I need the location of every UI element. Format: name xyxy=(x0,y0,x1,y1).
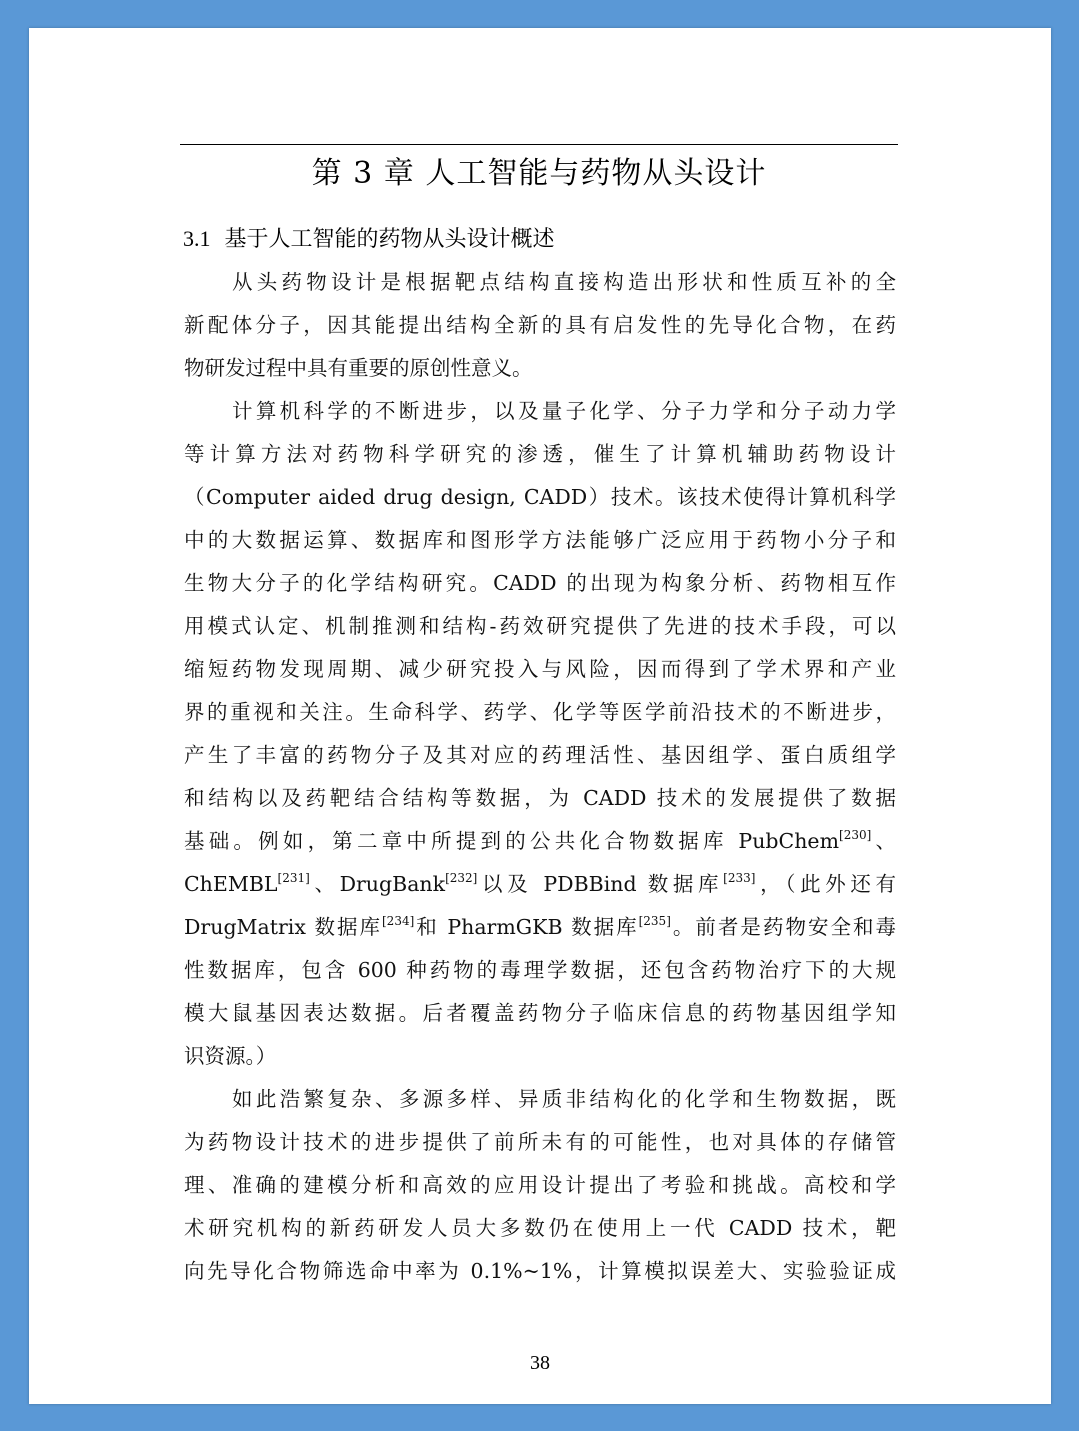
text-line xyxy=(184,906,896,949)
text-line: 如此浩繁复杂、多源多样、异质非结构化的化学和生物数据，既 xyxy=(232,1087,896,1111)
text-line xyxy=(184,863,896,906)
text-line: 用模式认定、机制推测和结构-药效研究提供了先进的技术手段，可以 xyxy=(184,614,896,638)
text-line: 界的重视和关注。生命科学、药学、化学等医学前沿技术的不断进步， xyxy=(184,700,896,724)
line-text: DrugMatrix 数据库 xyxy=(184,915,382,939)
citation-ref: [234] xyxy=(382,914,415,928)
text-line: 和结构以及药靶结合结构等数据，为 CADD 技术的发展提供了数据 xyxy=(184,786,896,810)
line-text: 以及 PDBBind 数据库 xyxy=(477,872,724,896)
citation-ref: [231] xyxy=(277,871,310,885)
text-line: 向先导化合物筛选命中率为 0.1%~1%，计算模拟误差大、实验验证成 xyxy=(184,1259,896,1283)
text-line: 术研究机构的新药研发人员大多数仍在使用上一代 CADD 技术，靶 xyxy=(184,1216,896,1240)
page-number: 38 xyxy=(530,1352,550,1374)
text-line: 模大鼠基因表达数据。后者覆盖药物分子临床信息的药物基因组学知 xyxy=(184,1001,896,1025)
text-line xyxy=(184,820,896,863)
citation-ref: [235] xyxy=(638,914,671,928)
line-text: 。前者是药物安全和毒 xyxy=(670,915,897,939)
text-line: 中的大数据运算、数据库和图形学方法能够广泛应用于药物小分子和 xyxy=(184,528,896,552)
line-text: 、 xyxy=(871,829,897,853)
text-line: 性数据库，包含 600 种药物的毒理学数据，还包含药物治疗下的大规 xyxy=(184,958,896,982)
text-line: 等计算方法对药物科学研究的渗透，催生了计算机辅助药物设计 xyxy=(184,442,896,466)
section-title: 基于人工智能的药物从头设计概述 xyxy=(224,227,555,252)
line-text: ，（此外还有 xyxy=(755,872,896,896)
text-line: 为药物设计技术的进步提供了前所未有的可能性，也对具体的存储管 xyxy=(184,1130,896,1154)
citation-ref: [232] xyxy=(445,871,478,885)
section-number: 3.1 xyxy=(183,226,211,251)
text-line: 新配体分子，因其能提出结构全新的具有启发性的先导化合物，在药 xyxy=(184,313,896,337)
text-line: 生物大分子的化学结构研究。CADD 的出现为构象分析、药物相互作 xyxy=(184,571,896,595)
watermark-badge xyxy=(1000,1382,1034,1399)
text-line: 理、准确的建模分析和高效的应用设计提出了考验和挑战。高校和学 xyxy=(184,1173,896,1197)
text-line: 产生了丰富的药物分子及其对应的药理活性、基因组学、蛋白质组学 xyxy=(184,743,896,767)
text-line: （Computer aided drug design, CADD）技术。该技术使得计算机科学 xyxy=(184,485,896,509)
chapter-top-rule xyxy=(180,144,898,145)
citation-ref: [233] xyxy=(723,871,756,885)
chapter-title: 第 3 章 人工智能与药物从头设计 xyxy=(311,156,767,191)
section-heading xyxy=(183,224,555,255)
text-line: 缩短药物发现周期、减少研究投入与风险，因而得到了学术界和产业 xyxy=(184,657,896,681)
line-text: ChEMBL xyxy=(184,872,278,896)
text-line: 从头药物设计是根据靶点结构直接构造出形状和性质互补的全 xyxy=(232,270,896,294)
text-line: 物研发过程中具有重要的原创性意义。 xyxy=(184,356,533,380)
line-text: 和 PharmGKB 数据库 xyxy=(414,915,639,939)
line-text: 、DrugBank xyxy=(309,872,446,896)
text-line: 识资源。） xyxy=(184,1044,277,1068)
line-text: 基础。例如，第二章中所提到的公共化合物数据库 PubChem xyxy=(184,829,840,853)
document-page xyxy=(29,28,1051,1404)
body-text xyxy=(184,261,896,1293)
text-line: 计算机科学的不断进步，以及量子化学、分子力学和分子动力学 xyxy=(232,399,896,423)
citation-ref: [230] xyxy=(839,828,872,842)
